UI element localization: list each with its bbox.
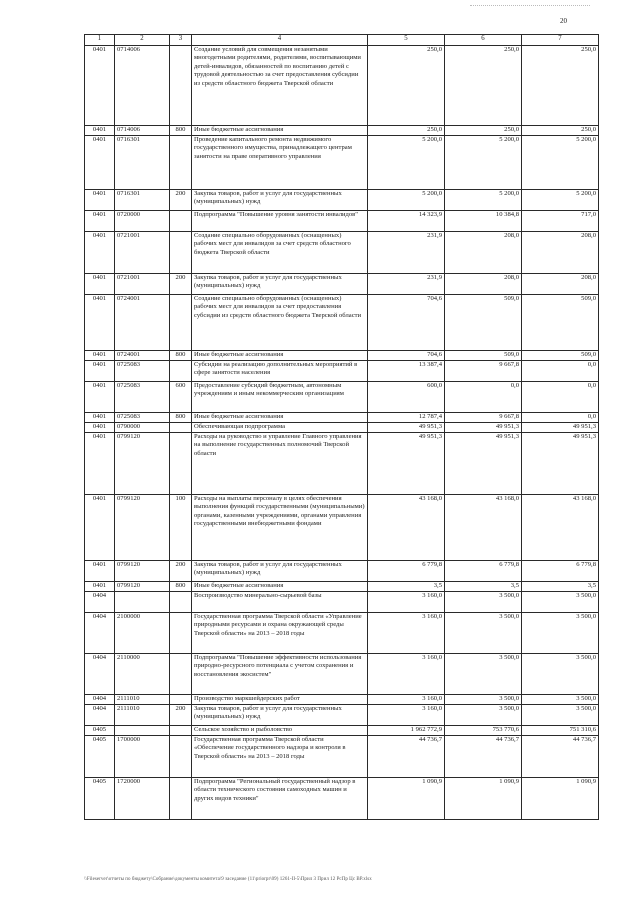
item-name-cell: Производство маркшейдерских работ — [192, 695, 368, 705]
table-row — [85, 736, 599, 778]
amount-col7-cell: 5 200,0 — [522, 136, 599, 190]
expense-type-cell — [170, 654, 192, 695]
section-code-cell: 0401 — [85, 423, 115, 433]
expense-type-cell — [170, 46, 192, 126]
item-name-cell: Расходы на руководство и управление Главного управления на выполнение государственных полномочий Тверской области — [192, 433, 368, 495]
table-row — [85, 423, 599, 433]
amount-col7-cell: 509,0 — [522, 295, 599, 351]
section-code-cell: 0404 — [85, 592, 115, 613]
target-code-cell: 2111010 — [115, 695, 170, 705]
amount-col6-cell: 49 951,3 — [445, 423, 522, 433]
section-code-cell: 0405 — [85, 736, 115, 778]
section-code-cell: 0401 — [85, 126, 115, 136]
amount-col5-cell: 49 951,3 — [368, 423, 445, 433]
expense-type-cell — [170, 778, 192, 820]
amount-col6-cell: 3 500,0 — [445, 705, 522, 726]
item-name-cell: Подпрограмма "Повышение уровня занятости инвалидов" — [192, 211, 368, 232]
item-name-cell: Обеспечивающая подпрограмма — [192, 423, 368, 433]
section-code-cell: 0401 — [85, 232, 115, 274]
amount-col7-cell: 49 951,3 — [522, 433, 599, 495]
expense-type-cell — [170, 433, 192, 495]
amount-col6-cell: 753 770,6 — [445, 726, 522, 736]
item-name-cell: Воспроизводство минерально-сырьевой базы — [192, 592, 368, 613]
section-code-cell: 0405 — [85, 726, 115, 736]
budget-table — [84, 34, 599, 820]
amount-col7-cell: 3 500,0 — [522, 592, 599, 613]
amount-col6-cell: 5 200,0 — [445, 136, 522, 190]
item-name-cell: Создание специально оборудованных (оснащенных) рабочих мест для инвалидов за счет средств областного бюджета Тверской области — [192, 232, 368, 274]
amount-col7-cell: 250,0 — [522, 126, 599, 136]
expense-type-cell — [170, 211, 192, 232]
section-code-cell: 0401 — [85, 582, 115, 592]
column-header: 6 — [445, 35, 522, 46]
page-number: 20 — [560, 17, 567, 25]
table-row — [85, 495, 599, 561]
amount-col6-cell: 5 200,0 — [445, 190, 522, 211]
target-code-cell: 1720000 — [115, 778, 170, 820]
amount-col6-cell: 509,0 — [445, 295, 522, 351]
target-code-cell: 0799120 — [115, 561, 170, 582]
section-code-cell: 0401 — [85, 190, 115, 211]
table-row — [85, 613, 599, 654]
amount-col5-cell: 231,9 — [368, 232, 445, 274]
item-name-cell: Расходы на выплаты персоналу в целях обеспечения выполнения функций государственными (муниципальными) органами, казенными учреждениями, органами управления государственными внебюджетными фондами — [192, 495, 368, 561]
amount-col7-cell: 3 500,0 — [522, 705, 599, 726]
target-code-cell: 0716301 — [115, 136, 170, 190]
amount-col7-cell: 3,5 — [522, 582, 599, 592]
amount-col5-cell: 5 200,0 — [368, 190, 445, 211]
table-row — [85, 433, 599, 495]
expense-type-cell: 200 — [170, 274, 192, 295]
target-code-cell: 0790000 — [115, 423, 170, 433]
amount-col5-cell: 43 168,0 — [368, 495, 445, 561]
column-header: 1 — [85, 35, 115, 46]
table-row — [85, 561, 599, 582]
column-header: 2 — [115, 35, 170, 46]
table-row — [85, 126, 599, 136]
amount-col7-cell: 3 500,0 — [522, 695, 599, 705]
file-path-footer: \\Fileserver\отчеты по бюджету\Собрание\документы комитета\9 заседание (11\priorpr\09) 1261-II-5\Прил 3 Прил 12 РсПр Цс ВР.xlsx — [84, 877, 372, 882]
amount-col7-cell: 44 736,7 — [522, 736, 599, 778]
amount-col7-cell: 5 200,0 — [522, 190, 599, 211]
expense-type-cell: 600 — [170, 382, 192, 413]
amount-col6-cell: 0,0 — [445, 382, 522, 413]
table-row — [85, 190, 599, 211]
expense-type-cell — [170, 232, 192, 274]
expense-type-cell — [170, 736, 192, 778]
table-row — [85, 232, 599, 274]
table-row — [85, 592, 599, 613]
amount-col5-cell: 13 387,4 — [368, 361, 445, 382]
amount-col6-cell: 509,0 — [445, 351, 522, 361]
table-row — [85, 46, 599, 126]
section-code-cell: 0401 — [85, 495, 115, 561]
amount-col5-cell: 6 779,8 — [368, 561, 445, 582]
amount-col5-cell: 49 951,3 — [368, 433, 445, 495]
table-row — [85, 582, 599, 592]
amount-col7-cell: 250,0 — [522, 46, 599, 126]
expense-type-cell — [170, 613, 192, 654]
amount-col6-cell: 10 384,8 — [445, 211, 522, 232]
expense-type-cell: 800 — [170, 582, 192, 592]
table-row — [85, 654, 599, 695]
section-code-cell: 0401 — [85, 211, 115, 232]
expense-type-cell — [170, 295, 192, 351]
target-code-cell: 2100000 — [115, 613, 170, 654]
expense-type-cell — [170, 695, 192, 705]
table-row — [85, 705, 599, 726]
amount-col6-cell: 250,0 — [445, 46, 522, 126]
header-row — [85, 35, 599, 46]
amount-col5-cell: 44 736,7 — [368, 736, 445, 778]
amount-col5-cell: 3 160,0 — [368, 592, 445, 613]
table-body — [85, 46, 599, 820]
amount-col7-cell: 43 168,0 — [522, 495, 599, 561]
section-code-cell: 0401 — [85, 433, 115, 495]
amount-col6-cell: 43 168,0 — [445, 495, 522, 561]
table-row — [85, 274, 599, 295]
target-code-cell: 2110000 — [115, 654, 170, 695]
target-code-cell: 0716301 — [115, 190, 170, 211]
target-code-cell: 0725083 — [115, 413, 170, 423]
target-code-cell: 1700000 — [115, 736, 170, 778]
amount-col5-cell: 1 090,9 — [368, 778, 445, 820]
amount-col7-cell: 3 500,0 — [522, 654, 599, 695]
amount-col7-cell: 0,0 — [522, 361, 599, 382]
item-name-cell: Создание условий для совмещения незанятыми многодетными родителями, родителями, воспитывающими детей-инвалидов, обязанностей по воспитанию детей с трудовой деятельностью за счет предоставления субсидии из средств областного бюджета Тверской области — [192, 46, 368, 126]
amount-col5-cell: 231,9 — [368, 274, 445, 295]
table-row — [85, 361, 599, 382]
table-row — [85, 778, 599, 820]
amount-col7-cell: 0,0 — [522, 382, 599, 413]
item-name-cell: Иные бюджетные ассигнования — [192, 351, 368, 361]
amount-col6-cell: 208,0 — [445, 232, 522, 274]
amount-col5-cell: 3 160,0 — [368, 613, 445, 654]
amount-col6-cell: 3 500,0 — [445, 592, 522, 613]
expense-type-cell: 800 — [170, 351, 192, 361]
expense-type-cell: 200 — [170, 705, 192, 726]
item-name-cell: Предоставление субсидий бюджетным, автономным учреждениям и иным некоммерческим организациям — [192, 382, 368, 413]
section-code-cell: 0405 — [85, 778, 115, 820]
item-name-cell: Иные бюджетные ассигнования — [192, 126, 368, 136]
target-code-cell: 0799120 — [115, 495, 170, 561]
amount-col5-cell: 1 962 772,9 — [368, 726, 445, 736]
amount-col7-cell: 509,0 — [522, 351, 599, 361]
expense-type-cell — [170, 726, 192, 736]
amount-col6-cell: 3 500,0 — [445, 613, 522, 654]
amount-col5-cell: 3,5 — [368, 582, 445, 592]
section-code-cell: 0401 — [85, 382, 115, 413]
amount-col7-cell: 208,0 — [522, 274, 599, 295]
item-name-cell: Закупка товаров, работ и услуг для государственных (муниципальных) нужд — [192, 561, 368, 582]
expense-type-cell — [170, 361, 192, 382]
amount-col7-cell: 1 090,9 — [522, 778, 599, 820]
column-header: 5 — [368, 35, 445, 46]
target-code-cell: 0725083 — [115, 361, 170, 382]
table-row — [85, 295, 599, 351]
table-row — [85, 382, 599, 413]
column-header: 4 — [192, 35, 368, 46]
expense-type-cell — [170, 592, 192, 613]
amount-col5-cell: 704,6 — [368, 351, 445, 361]
table-row — [85, 695, 599, 705]
top-edge-mark — [470, 5, 590, 7]
target-code-cell — [115, 592, 170, 613]
amount-col7-cell: 3 500,0 — [522, 613, 599, 654]
amount-col5-cell: 704,6 — [368, 295, 445, 351]
section-code-cell: 0401 — [85, 413, 115, 423]
expense-type-cell: 800 — [170, 413, 192, 423]
amount-col6-cell: 3 500,0 — [445, 654, 522, 695]
target-code-cell: 0714006 — [115, 46, 170, 126]
item-name-cell: Закупка товаров, работ и услуг для государственных (муниципальных) нужд — [192, 190, 368, 211]
item-name-cell: Сельское хозяйство и рыболовство — [192, 726, 368, 736]
amount-col7-cell: 717,0 — [522, 211, 599, 232]
target-code-cell: 0721001 — [115, 232, 170, 274]
section-code-cell: 0401 — [85, 295, 115, 351]
amount-col7-cell: 6 779,8 — [522, 561, 599, 582]
item-name-cell: Государственная программа Тверской области «Обеспечение государственного надзора и контроля в Тверской области» на 2013 – 2018 годы — [192, 736, 368, 778]
section-code-cell: 0404 — [85, 695, 115, 705]
target-code-cell: 0725083 — [115, 382, 170, 413]
table-row — [85, 136, 599, 190]
amount-col6-cell: 6 779,8 — [445, 561, 522, 582]
amount-col5-cell: 12 787,4 — [368, 413, 445, 423]
section-code-cell: 0401 — [85, 136, 115, 190]
amount-col7-cell: 208,0 — [522, 232, 599, 274]
amount-col6-cell: 1 090,9 — [445, 778, 522, 820]
item-name-cell: Государственная программа Тверской области «Управление природными ресурсами и охрана окружающей среды Тверской области» на 2013 – 2018 годы — [192, 613, 368, 654]
table-row — [85, 351, 599, 361]
column-header: 3 — [170, 35, 192, 46]
amount-col6-cell: 49 951,3 — [445, 433, 522, 495]
amount-col6-cell: 44 736,7 — [445, 736, 522, 778]
column-header: 7 — [522, 35, 599, 46]
amount-col5-cell: 5 200,0 — [368, 136, 445, 190]
amount-col5-cell: 250,0 — [368, 126, 445, 136]
amount-col6-cell: 3,5 — [445, 582, 522, 592]
item-name-cell: Закупка товаров, работ и услуг для государственных (муниципальных) нужд — [192, 705, 368, 726]
target-code-cell: 0799120 — [115, 433, 170, 495]
section-code-cell: 0401 — [85, 561, 115, 582]
section-code-cell: 0401 — [85, 274, 115, 295]
expense-type-cell: 800 — [170, 126, 192, 136]
amount-col6-cell: 3 500,0 — [445, 695, 522, 705]
expense-type-cell: 200 — [170, 190, 192, 211]
expense-type-cell — [170, 423, 192, 433]
section-code-cell: 0401 — [85, 46, 115, 126]
item-name-cell: Проведение капитального ремонта недвижимого государственного имущества, принадлежащего центрам занятости на праве оперативного управления — [192, 136, 368, 190]
amount-col5-cell: 3 160,0 — [368, 695, 445, 705]
target-code-cell: 0720000 — [115, 211, 170, 232]
amount-col6-cell: 9 667,8 — [445, 413, 522, 423]
item-name-cell: Закупка товаров, работ и услуг для государственных (муниципальных) нужд — [192, 274, 368, 295]
section-code-cell: 0404 — [85, 705, 115, 726]
section-code-cell: 0404 — [85, 654, 115, 695]
table-row — [85, 726, 599, 736]
item-name-cell: Иные бюджетные ассигнования — [192, 413, 368, 423]
target-code-cell — [115, 726, 170, 736]
amount-col7-cell: 0,0 — [522, 413, 599, 423]
target-code-cell: 0714006 — [115, 126, 170, 136]
table-row — [85, 211, 599, 232]
table-row — [85, 413, 599, 423]
amount-col6-cell: 250,0 — [445, 126, 522, 136]
amount-col5-cell: 250,0 — [368, 46, 445, 126]
expense-type-cell: 200 — [170, 561, 192, 582]
section-code-cell: 0401 — [85, 361, 115, 382]
target-code-cell: 0721001 — [115, 274, 170, 295]
target-code-cell: 0724001 — [115, 295, 170, 351]
item-name-cell: Создание специально оборудованных (оснащенных) рабочих мест для инвалидов за счет предоставления субсидии из средств областного бюджета Тверской области — [192, 295, 368, 351]
item-name-cell: Субсидии на реализацию дополнительных мероприятий в сфере занятости населения — [192, 361, 368, 382]
amount-col5-cell: 600,0 — [368, 382, 445, 413]
amount-col6-cell: 208,0 — [445, 274, 522, 295]
section-code-cell: 0404 — [85, 613, 115, 654]
target-code-cell: 0724001 — [115, 351, 170, 361]
amount-col6-cell: 9 667,8 — [445, 361, 522, 382]
amount-col5-cell: 14 323,9 — [368, 211, 445, 232]
amount-col7-cell: 751 310,6 — [522, 726, 599, 736]
section-code-cell: 0401 — [85, 351, 115, 361]
target-code-cell: 0799120 — [115, 582, 170, 592]
amount-col5-cell: 3 160,0 — [368, 705, 445, 726]
target-code-cell: 2111010 — [115, 705, 170, 726]
item-name-cell: Иные бюджетные ассигнования — [192, 582, 368, 592]
item-name-cell: Подпрограмма "Региональный государственный надзор в области технического состояния самоходных машин и других видов техники" — [192, 778, 368, 820]
expense-type-cell: 100 — [170, 495, 192, 561]
expense-type-cell — [170, 136, 192, 190]
amount-col7-cell: 49 951,3 — [522, 423, 599, 433]
amount-col5-cell: 3 160,0 — [368, 654, 445, 695]
item-name-cell: Подпрограмма "Повышение эффективности использования природно-ресурсного потенциала с учетом сохранения и восстановления экосистем" — [192, 654, 368, 695]
